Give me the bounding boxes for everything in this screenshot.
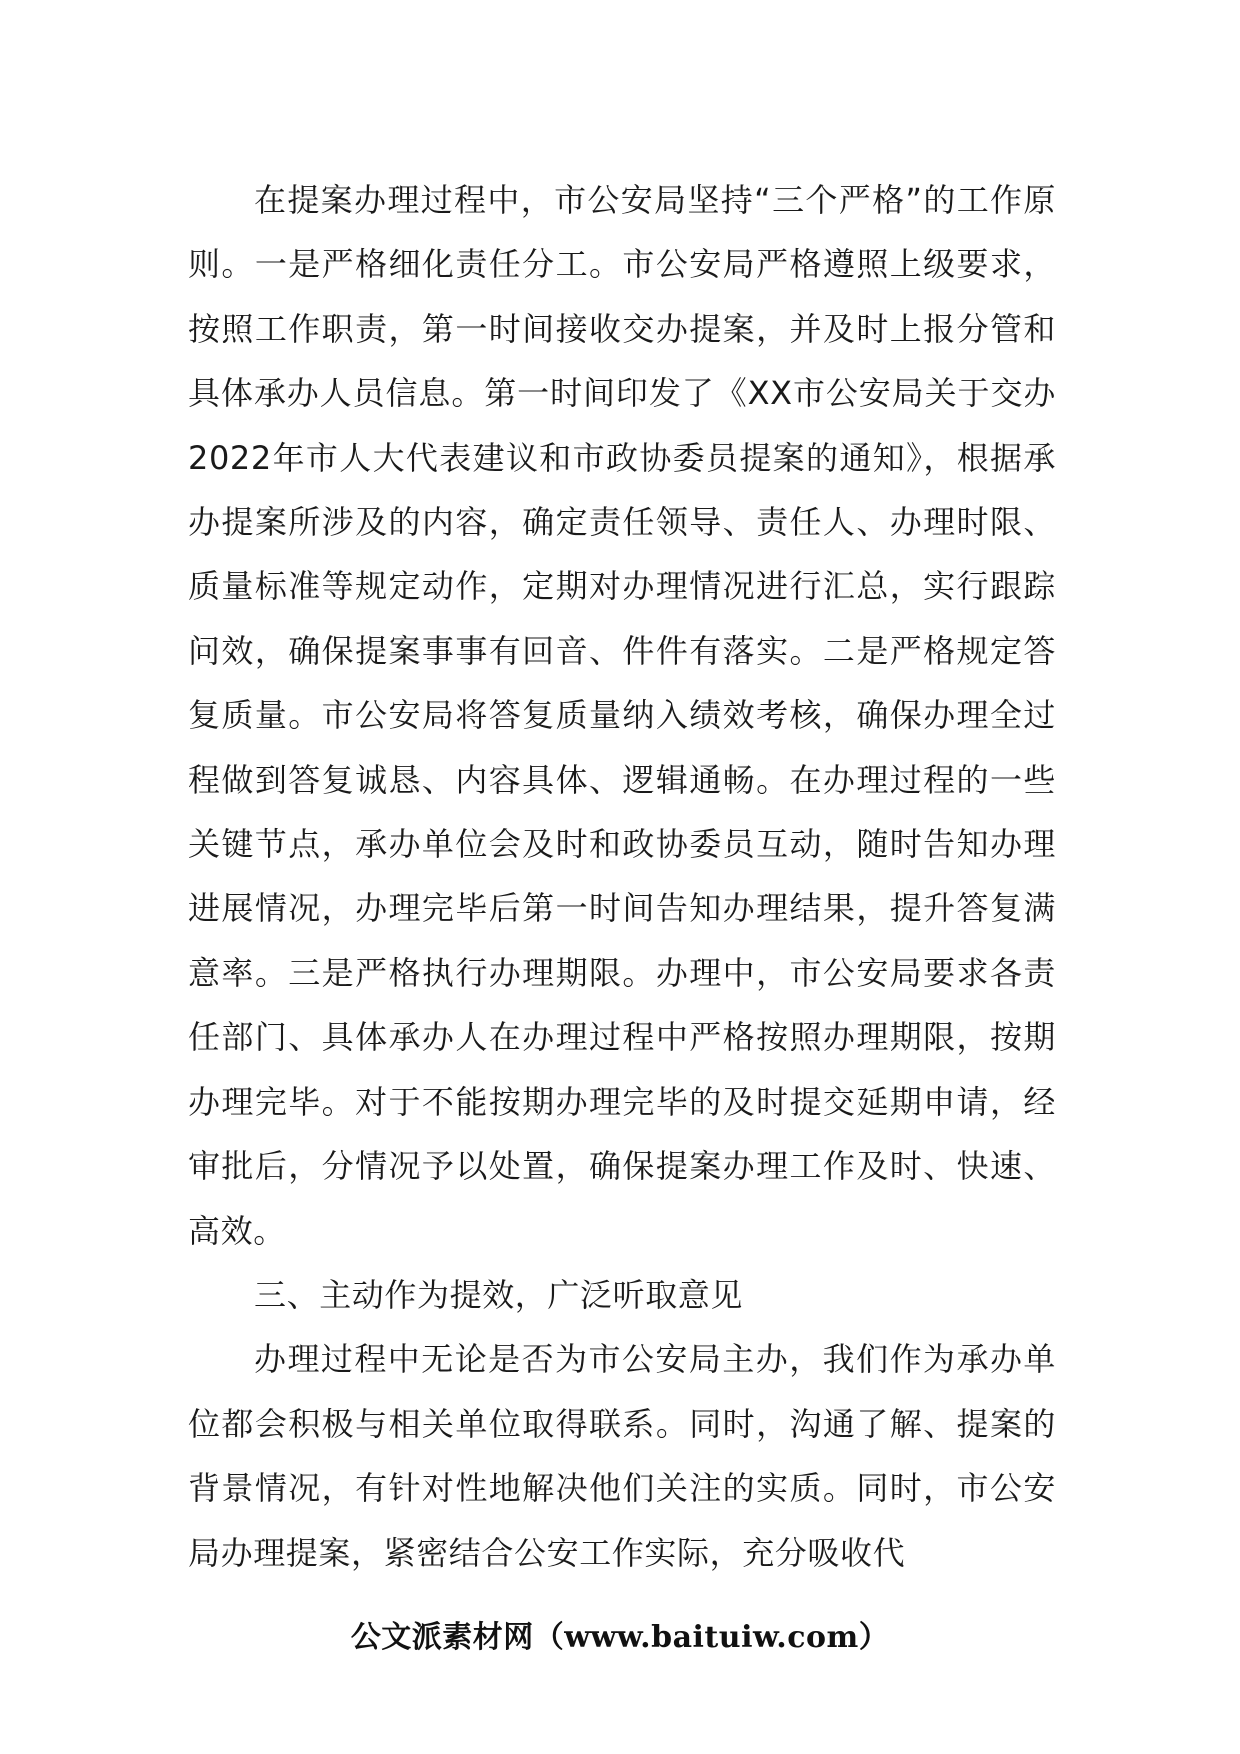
paragraph-proactive-action: 办理过程中无论是否为市公安局主办，我们作为承办单位都会积极与相关单位取得联系。同时，沟通了解、提案的背景情况，有针对性地解决他们关注的实质。同时，市公安局办理提案，紧密结合公安工作实际，充分吸收代 [188, 1340, 1056, 1572]
paragraph-three-strict-principles: 在提案办理过程中，市公安局坚持“三个严格”的工作原则。一是严格细化责任分工。市公安局严格遵照上级要求，按照工作职责，第一时间接收交办提案，并及时上报分管和具体承办人员信息。第一时间印发了《XX市公安局关于交办2022年市人大代表建议和市政协委员提案的通知》，根据承办提案所涉及的内容，确定责任领导、责任人、办理时限、质量标准等规定动作，定期对办理情况进行汇总，实行跟踪问效，确保提案事事有回音、件件有落实。二是严格规定答复质量。市公安局将答复质量纳入绩效考核，确保办理全过程做到答复诚恳、内容具体、逻辑通畅。在办理过程的一些关键节点，承办单位会及时和政协委员互动，随时告知办理进展情况，办理完毕后第一时间告知办理结果，提升答复满意率。三是严格执行办理期限。办理中，市公安局要求各责任部门、具体承办人在办理过程中严格按照办理期限，按期办理完毕。对于不能按期办理完毕的及时提交延期申请，经审批后，分情况予以处置，确保提案办理工作及时、快速、高效。 [188, 181, 1056, 1250]
document-body [188, 168, 1056, 1585]
section-heading-three: 三、主动作为提效，广泛听取意见 [254, 1275, 744, 1314]
footer-watermark: 公文派素材网（www.baituiw.com） [350, 1620, 890, 1655]
